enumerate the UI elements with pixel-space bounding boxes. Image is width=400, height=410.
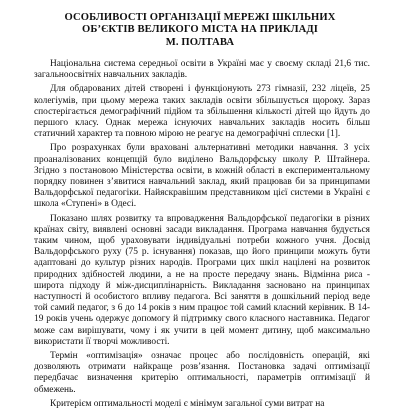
document-body xyxy=(34,59,370,410)
paragraph-2: Для обдарованих дітей створені і функціонують 273 гімназії, 232 ліцеїв, 25 колегіумів, при цьому мережа таких закладів освіти збільшується щороку. Зараз спостерігається демографічний підйом та збільшення кількості дітей що йдуть до першого класу. Однак мережа існуючих навчальних закладів носить більш статичний характер та повною мірою не реагує на демографічні сплески [1]. xyxy=(34,84,370,140)
title-line-3: М. ПОЛТАВА xyxy=(165,36,235,48)
document-title xyxy=(0,0,400,49)
paragraph-6: Критерієм оптимальності моделі є мінімум загальної суми витрат на xyxy=(50,398,325,409)
title-line-1: ОСОБЛИВОСТІ ОРГАНІЗАЦІЇ МЕРЕЖІ ШКІЛЬНИХ xyxy=(64,12,336,23)
paragraph-5: Термін «оптимізація» означає процес або послідовність операцій, які дозволяють отримати найкраще розв’язання. Постановка задачі оптимізації передбачає визначення критерію оптимальності, параметрів оптимізації й обмежень. xyxy=(34,351,370,395)
paragraph-4: Показано шлях розвитку та впровадження Вальдорфської педагогіки в різних країнах світу, виявлені основні засади викладання. Програма навчання будується таким чином, щоб ураховувати індивідуальні потреби кожного учня. Досвід Вальдорфського руху (75 р. існування) показав, що його принципи можуть бути адаптовані до культур різних народів. Програми цих шкіл націлені на розвиток природних здібностей людини, а не на просте передачу знань. Відмінна риса - широта підходу й між-дисциплінарність. Викладання засновано на принципах наступності й особистого впливу педагога. Всі заняття в дошкільний період ведe той самий педагог, з 6 до 14 років з ним працює той самий класний керівник. В 14-19 років учень одержує допомогу й підтримку свого класного наставника. Педагог може сам вирішувати, чому і як учити в цей момент дитину, щоб максимально використати її творчі можливості. xyxy=(34,213,370,347)
paragraph-1: Національна система середньої освіти в Україні має у своєму складі 21,6 тис. загальноосвітніх навчальних закладів. xyxy=(34,59,370,81)
title-line-2: ОБ’ЄКТІВ ВЕЛИКОГО МІСТА НА ПРИКЛАДІ xyxy=(82,24,318,36)
paragraph-3: Про розрахунках були враховані альтернативні методики навчання. З усіх проаналізованих концепцій було виділено Вальдорфську школу Р. Штайнера. Згідно з постановою Міністерства освіти, в кожній області в експериментальному порядку повинен з’явитися навчальний заклад, який працював би за принципами Вальдорфської педагогіки. Найяскравішим представником цієї системи в Україні є школа «Ступені» в Одесі. xyxy=(34,143,370,210)
